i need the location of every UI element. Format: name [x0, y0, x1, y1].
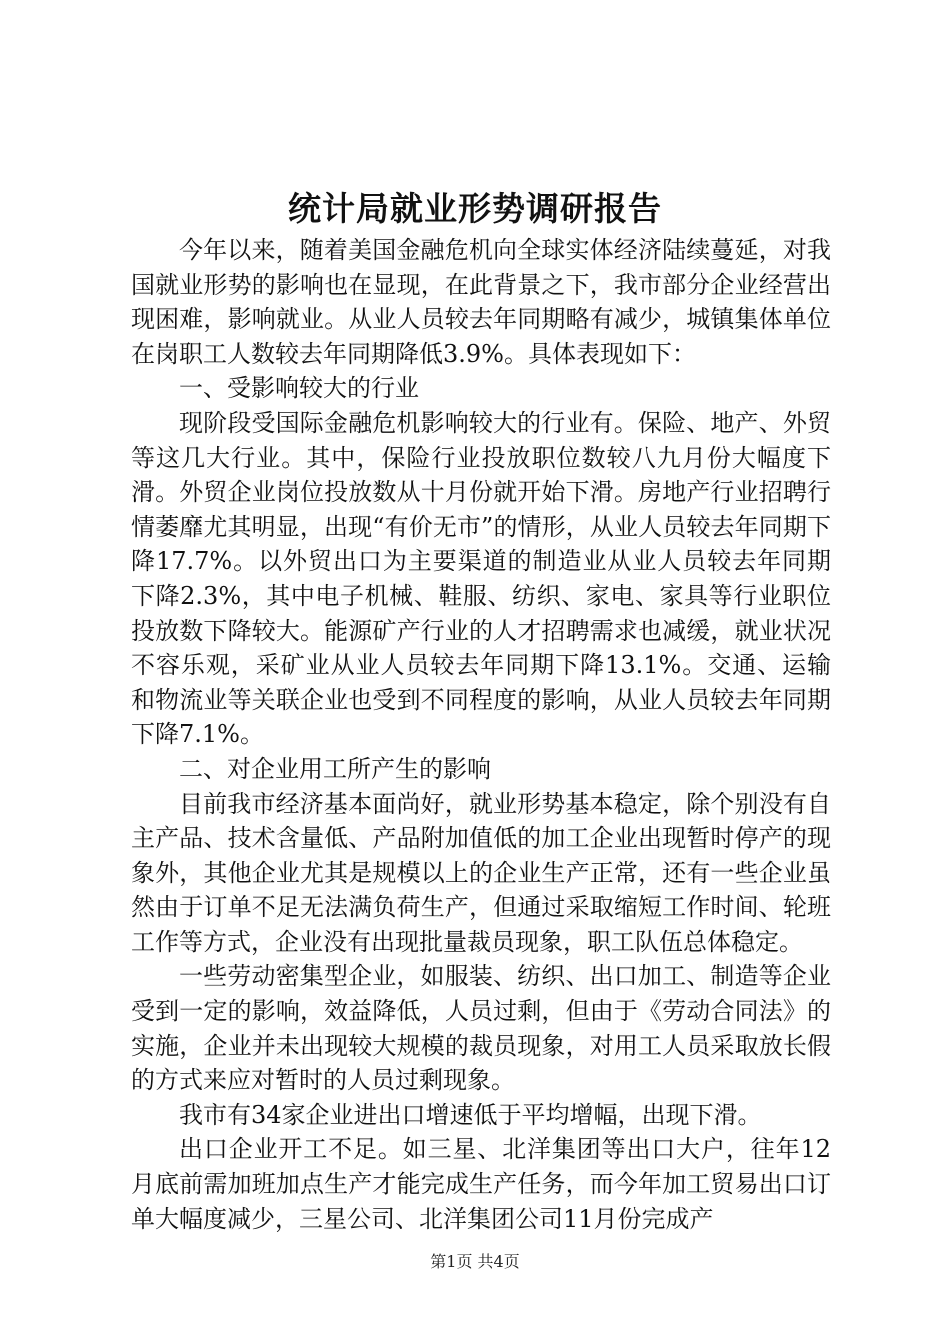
paragraph-export-growth: 我市有34家企业进出口增速低于平均增幅，出现下滑。 [179, 1100, 762, 1129]
document-body [131, 233, 831, 1236]
paragraph-employment-impact: 目前我市经济基本面尚好，就业形势基本稳定，除个别没有自主产品、技术含量低、产品附加值低的加工企业出现暂时停产的现象外，其他企业尤其是规模以上的企业生产正常，还有一些企业虽然由于订单不足无法满负荷生产，但通过采取缩短工作时间、轮班工作等方式，企业没有出现批量裁员现象，职工队伍总体稳定。 [131, 789, 831, 956]
paragraph-industries: 现阶段受国际金融危机影响较大的行业有。保险、地产、外贸等这几大行业。其中，保险行业投放职位数较八九月份大幅度下滑。外贸企业岗位投放数从十月份就开始下滑。房地产行业招聘行情萎靡尤其明显，出现“有价无市”的情形，从业人员较去年同期下降17.7%。以外贸出口为主要渠道的制造业从业人员较去年同期下降2.3%，其中电子机械、鞋服、纺织、家电、家具等行业职位投放数下降较大。能源矿产行业的人才招聘需求也减缓，就业状况不容乐观，采矿业从业人员较去年同期下降13.1%。交通、运输和物流业等关联企业也受到不同程度的影响，从业人员较去年同期下降7.1%。 [131, 408, 831, 749]
paragraph-intro: 今年以来，随着美国金融危机向全球实体经济陆续蔓延，对我国就业形势的影响也在显现，在此背景之下，我市部分企业经营出现困难，影响就业。从业人员较去年同期略有减少，城镇集体单位在岗职工人数较去年同期降低3.9%。具体表现如下： [131, 236, 831, 368]
document-title: 统计局就业形势调研报告 [288, 189, 662, 228]
paragraph-export-shortfall: 出口企业开工不足。如三星、北洋集团等出口大户，往年12月底前需加班加点生产才能完成生产任务，而今年加工贸易出口订单大幅度减少，三星公司、北洋集团公司11月份完成产 [131, 1135, 831, 1233]
section-heading-2: 二、对企业用工所产生的影响 [179, 754, 491, 783]
paragraph-labor-intensive: 一些劳动密集型企业，如服装、纺织、出口加工、制造等企业受到一定的影响，效益降低，人员过剩，但由于《劳动合同法》的实施，企业并未出现较大规模的裁员现象，对用工人员采取放长假的方式来应对暂时的人员过剩现象。 [131, 962, 831, 1095]
section-heading-1: 一、受影响较大的行业 [179, 374, 419, 403]
page-footer: 第1页 共4页 [430, 1252, 520, 1271]
